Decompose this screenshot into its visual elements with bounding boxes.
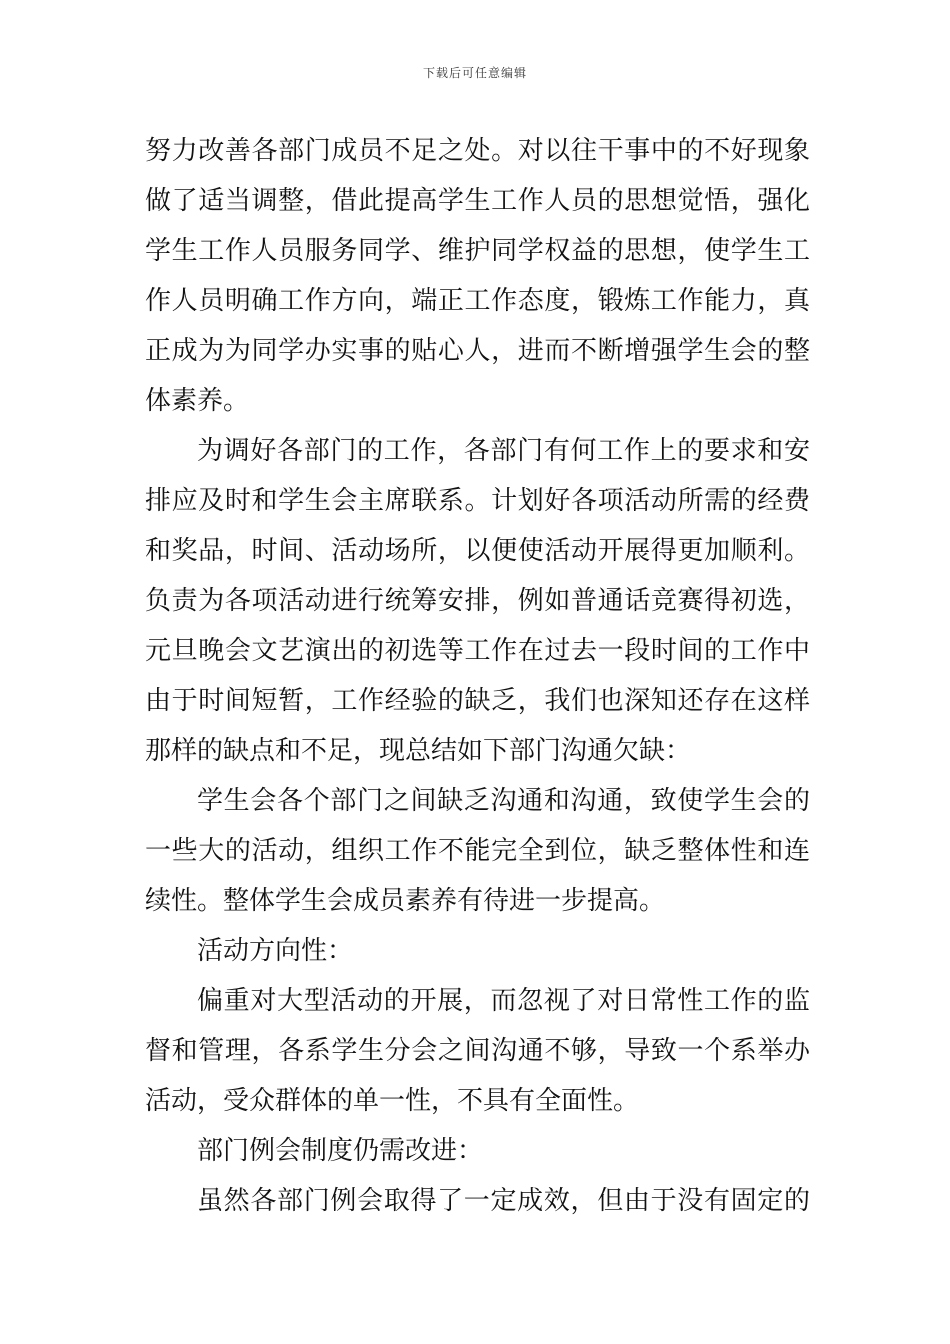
paragraph-start-line: 偏重对大型活动的开展，而忽视了对日常性工作的监: [197, 986, 810, 1016]
document-body: [145, 126, 810, 1226]
text-line: 做了适当调整，借此提高学生工作人员的思想觉悟，强化: [145, 186, 810, 216]
paragraph-start-line: 为调好各部门的工作，各部门有何工作上的要求和安: [197, 436, 810, 466]
section-heading-line: 部门例会制度仍需改进：: [197, 1136, 484, 1166]
text-line: 由于时间短暂，工作经验的缺乏，我们也深知还存在这样: [145, 686, 810, 716]
text-line: 作人员明确工作方向，端正工作态度，锻炼工作能力，真: [145, 286, 810, 316]
text-line: 督和管理，各系学生分会之间沟通不够，导致一个系举办: [145, 1036, 810, 1066]
text-line: 那样的缺点和不足，现总结如下部门沟通欠缺：: [145, 736, 692, 766]
text-line: 学生工作人员服务同学、维护同学权益的思想，使学生工: [145, 236, 810, 266]
text-line: 元旦晚会文艺演出的初选等工作在过去一段时间的工作中: [145, 636, 810, 666]
text-line: 活动，受众群体的单一性，不具有全面性。: [145, 1086, 640, 1116]
text-line: 排应及时和学生会主席联系。计划好各项活动所需的经费: [145, 486, 810, 516]
text-line: 负责为各项活动进行统筹安排，例如普通话竞赛得初选，: [145, 586, 810, 616]
text-line: 一些大的活动，组织工作不能完全到位，缺乏整体性和连: [145, 836, 810, 866]
text-line: 正成为为同学办实事的贴心人，进而不断增强学生会的整: [145, 336, 810, 366]
text-line: 和奖品，时间、活动场所，以便使活动开展得更加顺利。: [145, 536, 810, 566]
page-header: 下载后可任意编辑: [422, 66, 527, 80]
paragraph-start-line: 学生会各个部门之间缺乏沟通和沟通，致使学生会的: [197, 786, 810, 816]
text-line: 体素养。: [145, 386, 250, 416]
text-line: 续性。整体学生会成员素养有待进一步提高。: [145, 886, 666, 916]
text-line: 努力改善各部门成员不足之处。对以往干事中的不好现象: [145, 136, 810, 166]
paragraph-start-line: 虽然各部门例会取得了一定成效，但由于没有固定的: [197, 1186, 810, 1216]
section-heading-line: 活动方向性：: [197, 936, 354, 966]
